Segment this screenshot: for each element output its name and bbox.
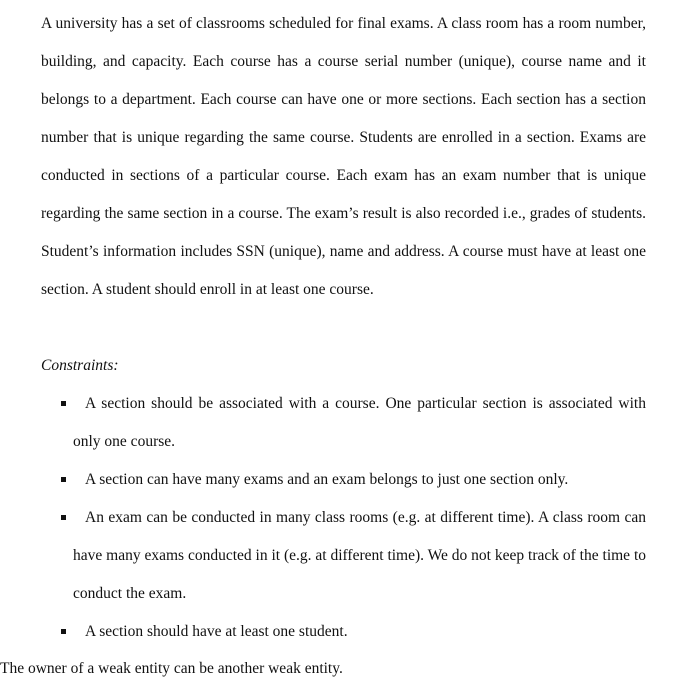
problem-description: A university has a set of classrooms scheduled for final exams. A class room has a room number, building, and capacity. Each course has a course serial number (unique), course name and it belongs to a department. Each course can have one or more sections. Each section has a section number that is unique regarding the same course. Students are enrolled in a section. Exams are conducted in sections of a particular course. Each exam has an exam number that is unique regarding the same section in a course. The exam’s result is also recorded i.e., grades of students. Student’s information includes SSN (unique), name and address. A course must have at least one section. A student should enroll in at least one course. [41,15,646,298]
constraint-text: An exam can be conducted in many class rooms (e.g. at different time). A class room can have many exams conducted in it (e.g. at different time). We do not keep track of the time to conduct the exam. [73,509,646,602]
constraints-heading: Constraints: [41,357,119,374]
constraint-text: A section should be associated with a course. One particular section is associated with only one course. [73,395,646,450]
constraint-text: A section can have many exams and an exam belongs to just one section only. [85,471,569,488]
constraint-item [73,499,646,613]
constraint-item [73,613,646,651]
constraint-item [73,461,646,499]
square-bullet-icon [61,629,66,634]
constraint-text: A section should have at least one student. [85,623,348,640]
weak-entity-note: The owner of a weak entity can be another weak entity. [0,660,343,677]
square-bullet-icon [61,401,66,406]
square-bullet-icon [61,477,66,482]
constraints-list [73,385,646,651]
square-bullet-icon [61,515,66,520]
constraint-item [73,385,646,461]
